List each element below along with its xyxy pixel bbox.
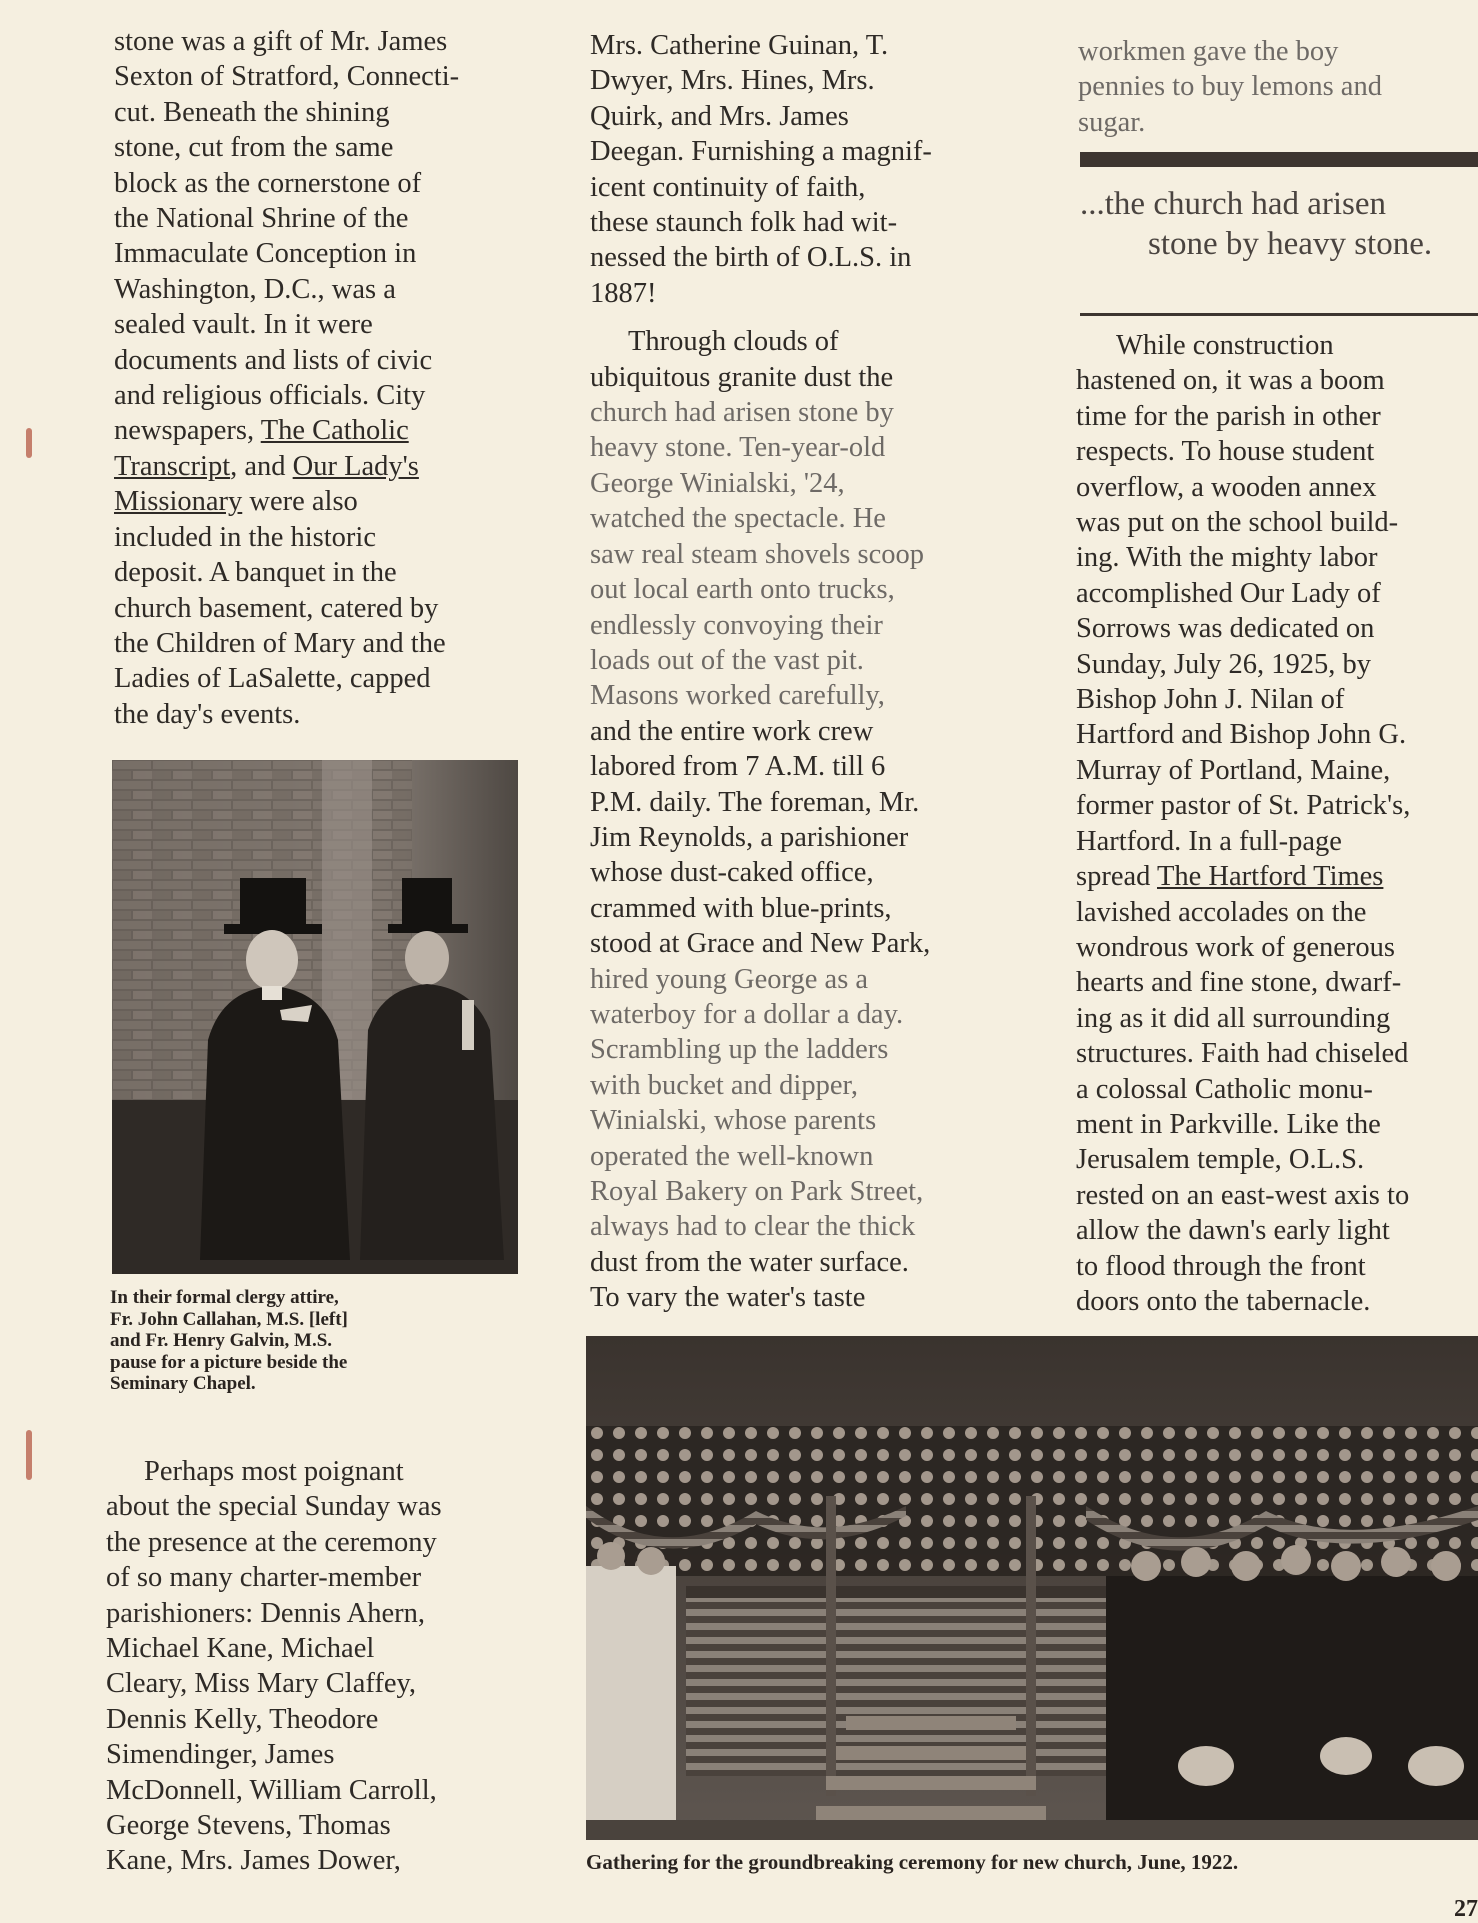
- line: whose dust-caked office,: [590, 857, 874, 889]
- caption-line: In their formal clergy attire,: [110, 1287, 339, 1308]
- title-our-ladys-missionary: Our Lady's: [292, 450, 419, 482]
- line: the day's events.: [114, 698, 301, 730]
- edge-mark: [26, 428, 32, 458]
- line: stone, cut from the same: [114, 132, 394, 164]
- line: of so many charter-member: [106, 1562, 422, 1594]
- line: about the special Sunday was: [106, 1491, 442, 1523]
- line: hired young George as a: [590, 963, 869, 995]
- line: out local earth onto trucks,: [590, 574, 895, 606]
- line: operated the well-known: [590, 1140, 874, 1172]
- pull-quote-line: stone by heavy stone.: [1148, 226, 1433, 262]
- paragraph-continuity-of-faith: [590, 28, 1000, 311]
- line: sugar.: [1078, 106, 1146, 138]
- line: To vary the water's taste: [590, 1282, 866, 1314]
- line: lavished accolades on the: [1076, 896, 1367, 928]
- clergy-photo-caption: [110, 1287, 470, 1395]
- title-catholic-transcript: Transcript: [114, 450, 231, 482]
- line: Scrambling up the ladders: [590, 1034, 889, 1066]
- line: block as the cornerstone of: [114, 167, 422, 199]
- line: Winialski, whose parents: [590, 1105, 877, 1137]
- title-catholic-transcript: The Catholic: [260, 415, 409, 447]
- line: Ladies of LaSalette, capped: [114, 663, 431, 695]
- line: George Stevens, Thomas: [106, 1810, 391, 1842]
- line: McDonnell, William Carroll,: [106, 1774, 437, 1806]
- line: the National Shrine of the: [114, 203, 409, 235]
- pull-quote: [1080, 184, 1478, 264]
- line: overflow, a wooden annex: [1076, 471, 1377, 503]
- line: wondrous work of generous: [1076, 931, 1395, 963]
- line: Jerusalem temple, O.L.S.: [1076, 1144, 1365, 1176]
- line: always had to clear the thick: [590, 1211, 916, 1243]
- line: ment in Parkville. Like the: [1076, 1108, 1381, 1140]
- line: Through clouds of: [628, 326, 839, 358]
- line: While construction: [1116, 330, 1334, 361]
- line: Mrs. Catherine Guinan, T.: [590, 30, 889, 61]
- line: allow the dawn's early light: [1076, 1215, 1390, 1247]
- line: these staunch folk had wit-: [590, 207, 898, 239]
- line: ing. With the mighty labor: [1076, 542, 1378, 574]
- line: deposit. A banquet in the: [114, 557, 397, 589]
- line: P.M. daily. The foreman, Mr.: [590, 786, 920, 818]
- paragraph-gift-stone: [114, 24, 514, 732]
- line: hastened on, it was a boom: [1076, 365, 1385, 397]
- paragraph-lemons: [1078, 34, 1468, 140]
- line: doors onto the tabernacle.: [1076, 1285, 1371, 1317]
- line: ing as it did all surrounding: [1076, 1002, 1391, 1034]
- caption-line: and Fr. Henry Galvin, M.S.: [110, 1330, 333, 1351]
- caption-line: Fr. John Callahan, M.S. [left]: [110, 1308, 348, 1330]
- column-1-bottom-text: [106, 1454, 516, 1879]
- title-our-ladys-missionary: Missionary: [114, 486, 243, 518]
- column-3-top-text: [1078, 34, 1468, 140]
- line: church had arisen stone by: [590, 397, 894, 429]
- line: the Children of Mary and the: [114, 627, 446, 659]
- page-number: 27: [1454, 1896, 1478, 1922]
- caption-line: Seminary Chapel.: [110, 1373, 256, 1394]
- line: and the entire work crew: [590, 715, 874, 747]
- line: Sunday, July 26, 1925, by: [1076, 648, 1372, 680]
- line: included in the historic: [114, 521, 376, 553]
- line: Dwyer, Mrs. Hines, Mrs.: [590, 65, 875, 97]
- groundbreaking-photo-caption: Gathering for the groundbreaking ceremony for new church, June, 1922.: [586, 1850, 1239, 1874]
- groundbreaking-photo: [586, 1336, 1478, 1840]
- line: church basement, catered by: [114, 592, 439, 624]
- line: pennies to buy lemons and: [1078, 71, 1382, 103]
- line: the presence at the ceremony: [106, 1526, 437, 1558]
- line: rested on an east-west axis to: [1076, 1179, 1410, 1211]
- line: crammed with blue-prints,: [590, 892, 892, 924]
- groundbreaking-photo-image: [586, 1336, 1478, 1840]
- line: hearts and fine stone, dwarf-: [1076, 967, 1402, 999]
- line: labored from 7 A.M. till 6: [590, 751, 886, 783]
- line: Quirk, and Mrs. James: [590, 100, 849, 132]
- line: respects. To house student: [1076, 436, 1375, 468]
- line: waterboy for a dollar a day.: [590, 998, 904, 1030]
- line: to flood through the front: [1076, 1250, 1366, 1282]
- line: icent continuity of faith,: [590, 171, 866, 203]
- line: Sorrows was dedicated on: [1076, 613, 1375, 645]
- paragraph-dedication: [1076, 328, 1476, 1319]
- line: Hartford. In a full-page: [1076, 825, 1342, 857]
- line: Kane, Mrs. James Dower,: [106, 1845, 401, 1877]
- line: parishioners: Dennis Ahern,: [106, 1597, 425, 1629]
- line: Dennis Kelly, Theodore: [106, 1703, 379, 1735]
- pull-quote-top-bar: [1080, 152, 1478, 167]
- column-2-text: [590, 28, 1000, 1316]
- line-text: were also: [242, 486, 358, 518]
- line: time for the parish in other: [1076, 400, 1381, 432]
- line: dust from the water surface.: [590, 1246, 909, 1278]
- line: Deegan. Furnishing a magnif-: [590, 136, 932, 168]
- column-1-top-text: [114, 24, 514, 732]
- pull-quote-bottom-rule: [1080, 313, 1478, 316]
- line-text: newspapers,: [114, 415, 255, 447]
- line: with bucket and dipper,: [590, 1069, 858, 1101]
- clergy-photo-image: [112, 760, 518, 1274]
- line: and religious officials. City: [114, 380, 426, 412]
- clergy-photo: [112, 760, 518, 1274]
- line: sealed vault. In it were: [114, 309, 373, 341]
- line: former pastor of St. Patrick's,: [1076, 790, 1411, 822]
- line: stone was a gift of Mr. James: [114, 26, 448, 57]
- line: structures. Faith had chiseled: [1076, 1038, 1409, 1070]
- line: stood at Grace and New Park,: [590, 928, 931, 960]
- line: Sexton of Stratford, Connecti-: [114, 61, 460, 93]
- caption-line: pause for a picture beside the: [110, 1351, 348, 1373]
- line: heavy stone. Ten-year-old: [590, 432, 886, 464]
- column-3-body-text: [1076, 328, 1476, 1319]
- line: nessed the birth of O.L.S. in: [590, 242, 912, 274]
- line: Washington, D.C., was a: [114, 273, 396, 305]
- pull-quote-line: ...the church had arisen: [1080, 186, 1387, 222]
- line: endlessly convoying their: [590, 609, 883, 641]
- line: Immaculate Conception in: [114, 238, 417, 270]
- line: saw real steam shovels scoop: [590, 538, 924, 570]
- line: Perhaps most poignant: [144, 1456, 404, 1487]
- line: workmen gave the boy: [1078, 36, 1339, 67]
- line: Hartford and Bishop John G.: [1076, 719, 1407, 751]
- line-text: spread: [1076, 861, 1157, 893]
- line: was put on the school build-: [1076, 507, 1399, 539]
- paragraph-charter-members: [106, 1454, 516, 1879]
- line: a colossal Catholic monu-: [1076, 1073, 1373, 1105]
- line: watched the spectacle. He: [590, 503, 886, 535]
- line: Michael Kane, Michael: [106, 1633, 375, 1665]
- line: Simendinger, James: [106, 1739, 335, 1771]
- line: Masons worked carefully,: [590, 680, 885, 712]
- line: Jim Reynolds, a parishioner: [590, 821, 909, 853]
- line-text: , and: [230, 450, 286, 482]
- line: Bishop John J. Nilan of: [1076, 684, 1345, 716]
- line: ubiquitous granite dust the: [590, 361, 894, 393]
- line: Murray of Portland, Maine,: [1076, 754, 1391, 786]
- paragraph-granite-dust: [590, 324, 1000, 1315]
- line: 1887!: [590, 277, 657, 309]
- line: documents and lists of civic: [114, 344, 433, 376]
- line: Royal Bakery on Park Street,: [590, 1176, 924, 1207]
- line: accomplished Our Lady of: [1076, 577, 1381, 609]
- edge-mark: [26, 1430, 32, 1480]
- line: cut. Beneath the shining: [114, 96, 390, 128]
- title-hartford-times: The Hartford Times: [1157, 861, 1384, 893]
- line: loads out of the vast pit.: [590, 644, 864, 676]
- line: George Winialski, '24,: [590, 467, 845, 499]
- line: Cleary, Miss Mary Claffey,: [106, 1668, 417, 1700]
